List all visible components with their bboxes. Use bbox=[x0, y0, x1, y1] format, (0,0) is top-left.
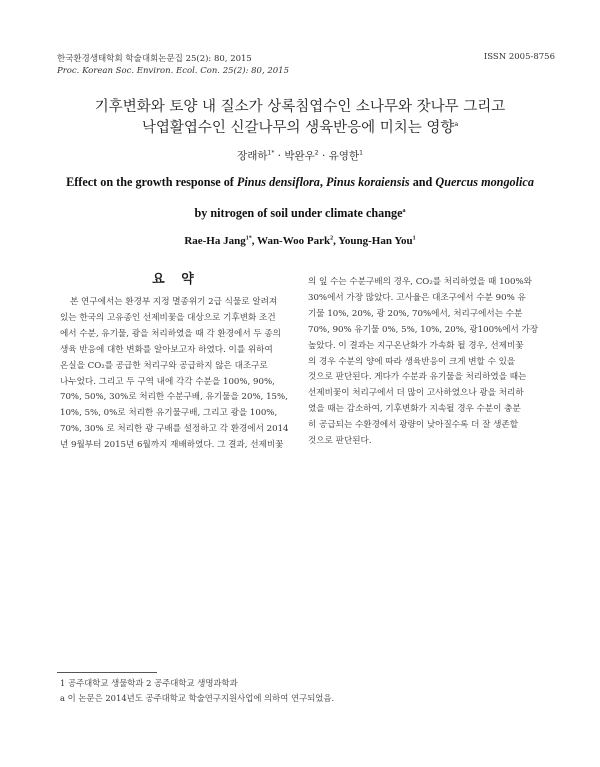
text-line: 10%, 5%, 0%로 처리한 유기물구배, 그리고 광을 100%, bbox=[60, 408, 278, 419]
text-line: 본 연구에서는 환경부 지정 멸종위기 2급 식물로 알려져 bbox=[70, 297, 278, 307]
text-line: 나누었다. 그리고 두 구역 내에 각각 수분을 100%, 90%, bbox=[60, 376, 275, 387]
english-title-line-2: by nitrogen of soil under climate change$^a$ bbox=[194, 206, 406, 220]
text-line: 년 9월부터 2015년 6월까지 재배하였다. 그 결과, 선제비꽃 bbox=[60, 440, 284, 451]
author-separator: · bbox=[321, 150, 326, 162]
text-line: 높았다. 이 결과는 지구온난화가 가속화 될 경우, 선제비꽃 bbox=[308, 340, 524, 351]
english-authors: Rae-Ha Jang$^{1*}$, Wan-Woo Park$^2$, Young-Han You$^1$ bbox=[184, 235, 416, 247]
text-line: 있는 한국의 고유종인 선제비꽃을 대상으로 기후변화 조건 bbox=[60, 312, 276, 323]
abstract-right-column bbox=[308, 275, 543, 450]
author-3-ko: 유영한 bbox=[328, 150, 360, 162]
journal-citation-english: Proc. Korean Soc. Environ. Ecol. Con. 25(2): 80, 2015 bbox=[57, 66, 289, 76]
text-line: 선제비꽃이 처리구에서 더 많이 고사하였으나 광을 처리하 bbox=[308, 388, 524, 399]
text-line: 것으로 판단된다. bbox=[308, 436, 372, 447]
footnote-divider bbox=[57, 672, 157, 673]
text-line: 30%에서 가장 많았다. 고사율은 대조구에서 수분 90% 유 bbox=[308, 292, 526, 303]
text-line: 것으로 판단된다. 게다가 수분과 유기물을 처리하였을 때는 bbox=[308, 372, 527, 383]
author-1-ko: 장래하 bbox=[237, 150, 268, 162]
text-line: 히 공급되는 수환경에서 광량이 낮아질수록 더 잘 생존할 bbox=[308, 420, 519, 431]
text-line: 온실을 CO₂를 공급한 처리구와 공급하지 않은 대조구로 bbox=[60, 360, 268, 371]
journal-citation-korean: 한국환경생태학회 학술대회논문집 25(2): 80, 2015 bbox=[57, 54, 252, 64]
korean-authors: 장래하$^{1*}$ · 박완우$^2$ · 유영한$^1$ bbox=[237, 149, 363, 162]
text-line: 70%, 30% 로 처리한 광 구배를 설정하고 각 환경에서 2014 bbox=[60, 424, 289, 435]
text-line: 였을 때는 감소하여, 기후변화가 지속될 경우 수분이 충분 bbox=[308, 404, 521, 415]
text-line: 에서 수분, 유기물, 광을 처리하였을 때 각 환경에서 두 종의 bbox=[60, 328, 281, 339]
korean-title-line-2: 낙엽활엽수인 신갈나무의 생육반응에 미치는 영향$^a$ bbox=[141, 120, 459, 136]
korean-title-line-1: 기후변화와 토양 내 질소가 상록침엽수인 소나무와 잣나무 그리고 bbox=[94, 99, 506, 115]
text-line: 기물 10%, 20%, 광 20%, 70%에서, 처리구에서는 수분 bbox=[308, 308, 523, 319]
author-separator: · bbox=[277, 150, 282, 162]
issn: ISSN 2005-8756 bbox=[483, 52, 555, 62]
text-line: 생육 반응에 대한 변화를 알아보고자 하였다. 이를 위하여 bbox=[60, 344, 273, 355]
text-line: 70%, 50%, 30%로 처리한 수분구배, 유기물을 20%, 15%, bbox=[60, 392, 288, 403]
english-title-line-1: Effect on the growth response of Pinus densiflora, Pinus koraiensis and Quercus mongolica bbox=[66, 175, 534, 189]
abstract-left-column bbox=[60, 295, 292, 454]
text-line: 의 경우 수분의 양에 따라 생육반응이 크게 변할 수 있을 bbox=[308, 356, 516, 367]
author-2-ko: 박완우 bbox=[284, 150, 315, 162]
text-line: 의 잎 수는 수분구배의 경우, CO₂를 처리하였을 때 100%와 bbox=[308, 277, 532, 287]
footnote-affiliations: 1 공주대학교 생물학과 2 공주대학교 생명과학과 bbox=[60, 678, 238, 688]
footnote-funding: a 이 논문은 2014년도 공주대학교 학술연구지원사업에 의하여 연구되었음. bbox=[60, 693, 335, 703]
abstract-heading: 요 약 bbox=[152, 272, 200, 287]
text-line: 70%, 90% 유기물 0%, 5%, 10%, 20%, 광100%에서 가장 bbox=[308, 324, 539, 335]
